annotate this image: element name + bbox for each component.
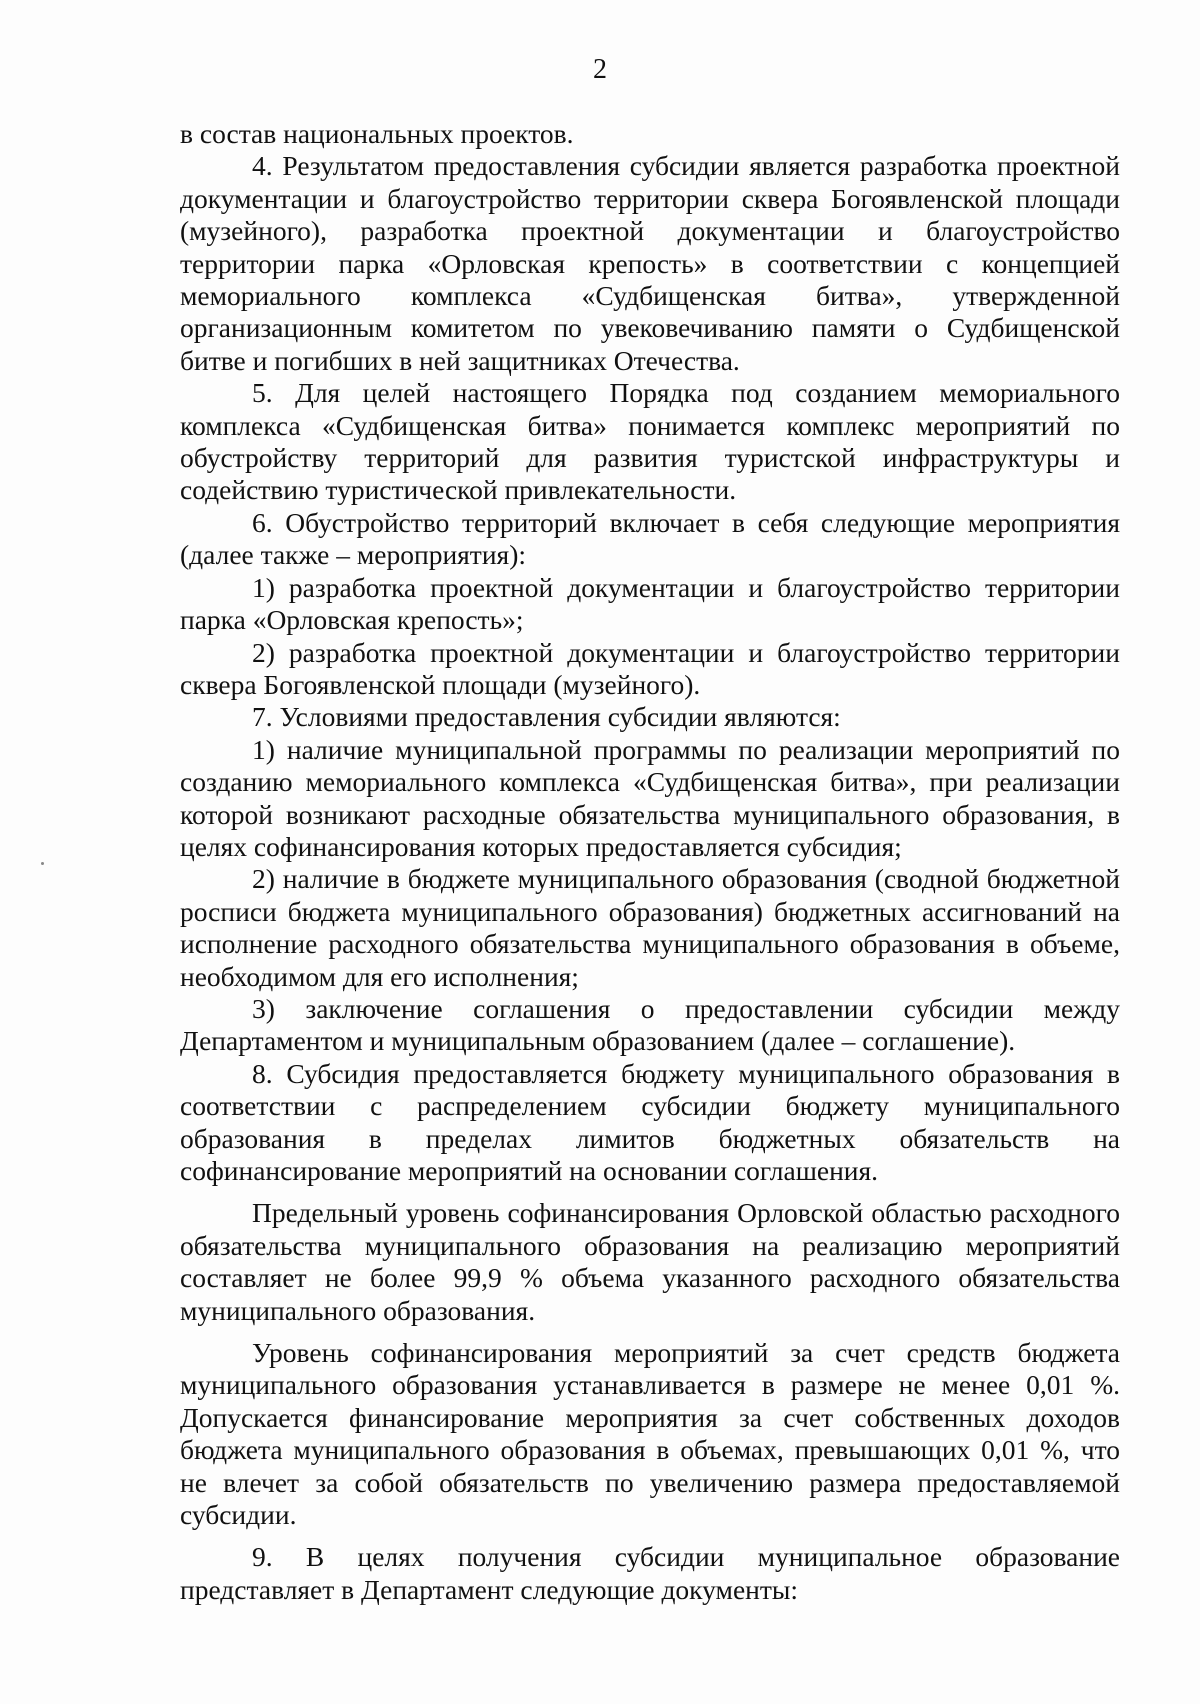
paragraph-item-7-3: 3) заключение соглашения о предоставлении субсидии между Департаментом и муниципальным образованием (далее – соглашение). [180, 992, 1120, 1057]
page-number: 2 [593, 54, 607, 85]
document-body [180, 118, 1120, 1606]
paragraph-item-6-1: 1) разработка проектной документации и благоустройство территории парка «Орловская крепость»; [180, 571, 1120, 636]
paragraph-cofinancing-level: Уровень софинансирования мероприятий за счет средств бюджета муниципального образования устанавливается в размере не менее 0,01 %. Допускается финансирование мероприятия за счет собственных доходов бюджета муниципального образования в объемах, превышающих 0,01 %, что не влечет за собой обязательств по увеличению размера предоставляемой субсидии. [180, 1337, 1120, 1531]
paragraph-continuation: в состав национальных проектов. [180, 118, 574, 149]
paragraph-cofinancing-limit: Предельный уровень софинансирования Орловской областью расходного обязательства муниципального образования на реализацию мероприятий составляет не более 99,9 % объема указанного расходного обязательства муниципального образования. [180, 1197, 1120, 1326]
scan-artifact [41, 862, 44, 865]
paragraph-item-5: 5. Для целей настоящего Порядка под созданием мемориального комплекса «Судбищенская битва» понимается комплекс мероприятий по обустройству территорий для развития туристской инфраструктуры и содействию туристической привлекательности. [180, 377, 1120, 506]
paragraph-item-6-2: 2) разработка проектной документации и благоустройство территории сквера Богоявленской площади (музейного). [180, 636, 1120, 700]
paragraph-item-7-1: 1) наличие муниципальной программы по реализации мероприятий по созданию мемориального комплекса «Судбищенская битва», при реализации которой возникают расходные обязательства муниципального образования, в целях софинансирования которых предоставляется субсидия; [180, 733, 1120, 862]
paragraph-item-7: 7. Условиями предоставления субсидии являются: [252, 701, 841, 733]
paragraph-item-8: 8. Субсидия предоставляется бюджету муниципального образования в соответствии с распределением субсидии бюджету муниципального образования в пределах лимитов бюджетных обязательств на софинансирование мероприятий на основании соглашения. [180, 1057, 1120, 1186]
paragraph-item-7-2: 2) наличие в бюджете муниципального образования (сводной бюджетной росписи бюджета муниципального образования) бюджетных ассигнований на исполнение расходного обязательства муниципального образования в объеме, необходимом для его исполнения; [180, 863, 1120, 992]
paragraph-item-9: 9. В целях получения субсидии муниципальное образование представляет в Департамент следующие документы: [180, 1541, 1120, 1605]
paragraph-item-6: 6. Обустройство территорий включает в себя следующие мероприятия (далее также – мероприятия): [180, 506, 1120, 571]
paragraph-item-4: 4. Результатом предоставления субсидии является разработка проектной документации и благоустройство территории сквера Богоявленской площади (музейного), разработка проектной документации и благоустройство территории парка «Орловская крепость» в соответствии с концепцией мемориального комплекса «Судбищенская битва», утвержденной организационным комитетом по увековечиванию памяти о Судбищенской битве и погибших в ней защитниках Отечества. [180, 150, 1120, 376]
